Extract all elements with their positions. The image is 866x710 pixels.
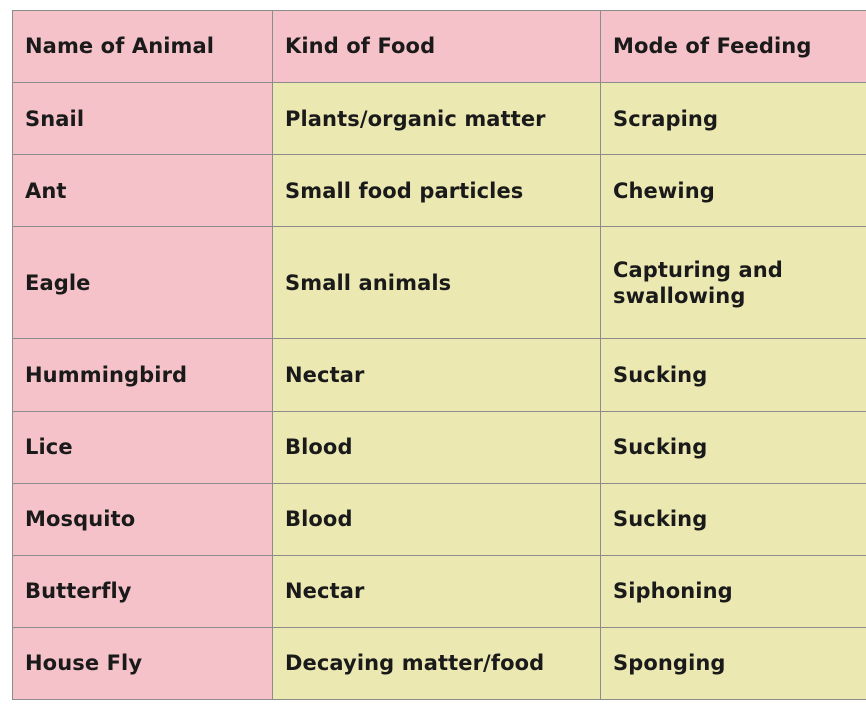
- table-row: [13, 227, 866, 339]
- table-row: [13, 339, 866, 411]
- table-row: [13, 83, 866, 155]
- cell-mode: Capturing and swallowing: [601, 227, 866, 339]
- cell-food: Plants/organic matter: [273, 83, 601, 155]
- column-header-kind-of-food: Kind of Food: [273, 11, 601, 83]
- cell-mode: Sucking: [601, 411, 866, 483]
- cell-animal: Lice: [13, 411, 273, 483]
- cell-mode: Chewing: [601, 155, 866, 227]
- table-header-row: [13, 11, 866, 83]
- column-header-name-of-animal: Name of Animal: [13, 11, 273, 83]
- cell-animal: Hummingbird: [13, 339, 273, 411]
- cell-animal: Butterfly: [13, 555, 273, 627]
- table-row: [13, 627, 866, 699]
- cell-food: Small food particles: [273, 155, 601, 227]
- table-row: [13, 555, 866, 627]
- cell-animal: Eagle: [13, 227, 273, 339]
- cell-animal: Snail: [13, 83, 273, 155]
- cell-food: Small animals: [273, 227, 601, 339]
- cell-food: Nectar: [273, 555, 601, 627]
- table-row: [13, 155, 866, 227]
- cell-food: Decaying matter/food: [273, 627, 601, 699]
- cell-animal: House Fly: [13, 627, 273, 699]
- cell-food: Blood: [273, 411, 601, 483]
- cell-mode: Sponging: [601, 627, 866, 699]
- cell-mode: Sucking: [601, 339, 866, 411]
- cell-mode: Sucking: [601, 483, 866, 555]
- table-row: [13, 483, 866, 555]
- cell-animal: Mosquito: [13, 483, 273, 555]
- cell-mode: Siphoning: [601, 555, 866, 627]
- table-row: [13, 411, 866, 483]
- cell-animal: Ant: [13, 155, 273, 227]
- cell-food: Nectar: [273, 339, 601, 411]
- cell-mode: Scraping: [601, 83, 866, 155]
- animal-feeding-table: [12, 10, 866, 700]
- column-header-mode-of-feeding: Mode of Feeding: [601, 11, 866, 83]
- cell-food: Blood: [273, 483, 601, 555]
